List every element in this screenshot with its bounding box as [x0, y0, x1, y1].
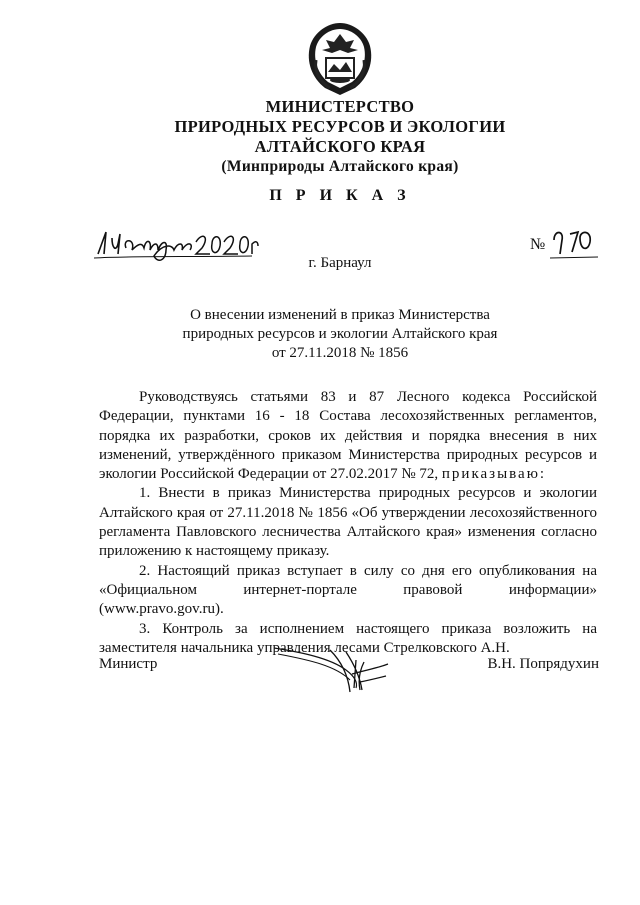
signer-name: В.Н. Попрядухин	[487, 656, 599, 672]
item-3: 3. Контроль за исполнением настоящего приказа возложить на заместителя начальника управления лесами Стрелковского А.Н.	[99, 620, 597, 656]
order-body	[99, 388, 597, 658]
order-subject	[120, 306, 560, 363]
header-line-2: ПРИРОДНЫХ РЕСУРСОВ И ЭКОЛОГИИ	[174, 117, 506, 136]
item-1: 1. Внести в приказ Министерства природных ресурсов и экологии Алтайского края от 27.11.2018 № 1856 «Об утверждении лесохозяйственного регламента Павловского лесничества Алтайского края» изменения согласно приложению к настоящему приказу.	[99, 485, 597, 560]
subject-line-1: О внесении изменений в приказ Министерства	[190, 307, 490, 323]
order-title: П Р И К А З	[269, 187, 411, 204]
header-line-1: МИНИСТЕРСТВО	[265, 97, 415, 116]
item-2: 2. Настоящий приказ вступает в силу со дня его опубликования на «Официальном интернет-портале правовой информации» (www.pravo.gov.ru).	[99, 562, 597, 618]
handwritten-signature	[270, 630, 410, 696]
city: г. Барнаул	[308, 255, 372, 271]
intro-paragraph	[99, 388, 597, 484]
intro-text: Руководствуясь статьями 83 и 87 Лесного кодекса Российской Федерации, пунктами 16 - 18 Состава лесохозяйственных регламентов, порядка их разработки, сроков их действия и порядка внесения в них изменений, утверждённого приказом Министерства природных ресурсов и экологии Российской Федерации от 27.02.2017 № 72,	[99, 389, 597, 483]
coat-of-arms-emblem	[300, 20, 380, 98]
order-number-label: №	[530, 236, 546, 253]
header-line-3: АЛТАЙСКОГО КРАЯ	[254, 137, 426, 156]
subject-line-2: природных ресурсов и экологии Алтайского края	[182, 326, 498, 342]
header-short-name: (Минприроды Алтайского края)	[221, 158, 459, 175]
signer-title: Министр	[99, 656, 158, 672]
ministry-header	[100, 97, 580, 177]
subject-line-3: от 27.11.2018 № 1856	[271, 345, 409, 361]
order-word: приказываю:	[441, 466, 547, 483]
